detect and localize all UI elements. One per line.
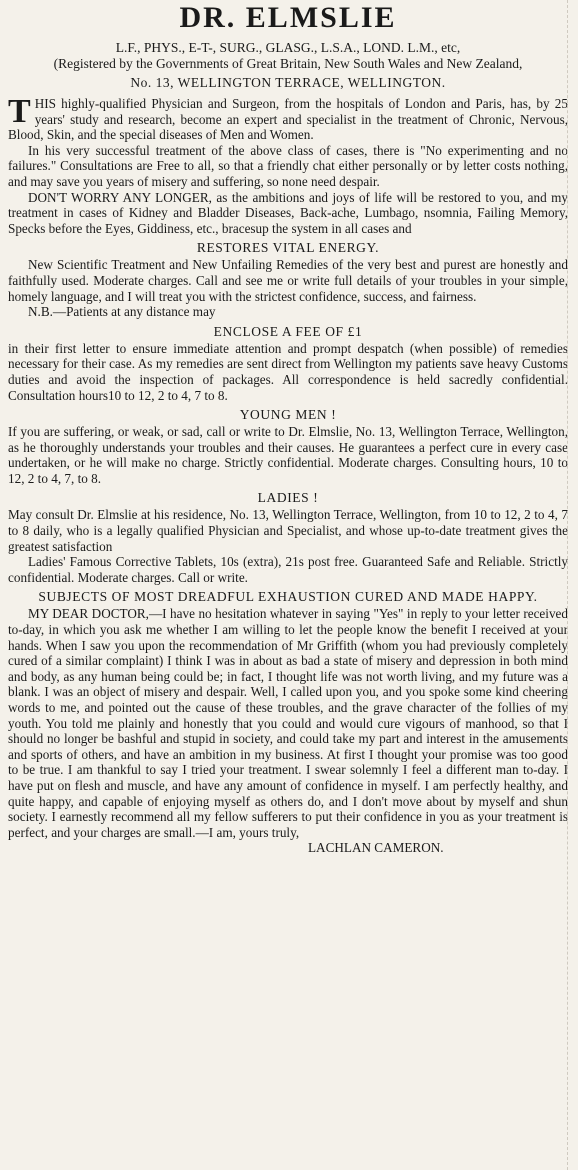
registered-line: (Registered by the Governments of Great Britain, New South Wales and New Zealand, (53, 56, 523, 71)
paragraph-ladies: May consult Dr. Elmslie at his residence, No. 13, Wellington Terrace, Wellington, from 10 to 12, 2 to 4, 7 to 8 daily, who is a legally qualified Physician and Specialist, and whose up-to-date treatment gives the greatest satisfaction (8, 507, 568, 554)
paragraph-tablets: Ladies' Famous Corrective Tablets, 10s (extra), 21s post free. Guaranteed Safe and Reliable. Strictly confidential. Moderate charges. Call or write. (8, 554, 568, 585)
signature: LACHLAN CAMERON. (308, 840, 444, 856)
heading-subjects-cured: SUBJECTS OF MOST DREADFUL EXHAUSTION CURED AND MADE HAPPY. (38, 589, 538, 605)
heading-enclose-fee: ENCLOSE A FEE OF £1 (213, 323, 363, 339)
paragraph-dont-worry: DON'T WORRY ANY LONGER, as the ambitions and joys of life will be restored to you, and my treatment in cases of Kidney and Bladder Diseases, Back-ache, Lumbago, nsomnia, Failing Memory, Specks before the Eyes, Giddiness, etc., bracesup the system in all cases and (8, 189, 568, 236)
heading-ladies: LADIES ! (257, 490, 319, 506)
paragraph-treatment: New Scientific Treatment and New Unfailing Remedies of the very best and purest are honestly and faithfully used. Moderate charges. Call and see me or write full details of your troubles in your simple, homely language, and I will treat you with the strictest confidence, success, and fairness. (8, 257, 568, 304)
paragraph-nb: N.B.—Patients at any distance may (28, 304, 216, 320)
heading-young-men: YOUNG MEN ! (239, 407, 337, 423)
ad-title: DR. ELMSLIE (179, 1, 397, 34)
address-line: No. 13, WELLINGTON TERRACE, WELLINGTON. (130, 75, 446, 90)
page-edge-divider (567, 0, 578, 1170)
advertisement-page (8, 0, 568, 1170)
paragraph-young-men: If you are suffering, or weak, or sad, call or write to Dr. Elmslie, No. 13, Wellington Terrace, Wellington, as he thoroughly understands your troubles and their causes. He guarantees a perfect cure in every case undertaken, or he will make no charge. Strictly confidential. Moderate charges. Consulting hours, 10 to 12, 2 to 4, 7, to 8. (8, 424, 568, 486)
intro-text: HIS highly-qualified Physician and Surgeon, from the hospitals of London and Paris, has, by 25 years' study and research, become an expert and specialist in the treatment of Chronic, Nervous, Blood, Skin, and the special diseases of Men and Women. (8, 96, 568, 143)
paragraph-correspondence: in their first letter to ensure immediate attention and prompt despatch (when possible) of remedies necessary for their case. As my remedies are sent direct from Wellington my patients save heavy Customs duties and avoid the inspection of packages. All correspondence is held sacredly confidential. Consultation hours10 to 12, 2 to 4, 7 to 8. (8, 340, 568, 403)
drop-cap: T (8, 93, 31, 130)
paragraph-consultations: In his very successful treatment of the above class of cases, there is "No experimenting and no failures." Consultations are Free to all, so that a friendly chat either personally or by letter costs nothing, and may save you years of misery and suffering, so none need despair. (8, 142, 568, 189)
intro-paragraph (8, 93, 568, 143)
testimonial-letter: MY DEAR DOCTOR,—I have no hesitation whatever in saying "Yes" in reply to your letter received to-day, in which you ask me whether I am willing to let the people know the benefit I received at your hands. When I saw you upon the recommendation of Mr Griffith (whom you had previously completely cured of a similar complaint) I think I was in about as bad a state of misery and depression in both mind and body, as any human being could be; in fact, I thought life was not worth living, and my future was a blank. I was an object of misery and despair. Well, I called upon you, and you spoke some kind cheering words to me, and pointed out the cause of these troubles, and the grave character of the follies of my youth. You told me plainly and honestly that you could and would cure vigours of manhood, so that I should no longer be bashful and stupid in society, and could take my part and interest in the amusements and sports of others, and have an ambition in my business. At first I thought your promise was too good to be true. I am thankful to say I tried your treatment. I swear solemnly I feel a different man to-day. I have put on flesh and muscle, and have any amount of confidence in myself. I am perfectly healthy, and quite happy, and capable of enjoying myself as others do, and I don't move about by myself and shun society. I earnestly recommend all my fellow sufferers to put their confidence in you as your treatment is perfect, and your charges are small.—I am, yours truly, (8, 606, 568, 840)
heading-restores-energy: RESTORES VITAL ENERGY. (196, 240, 380, 256)
credentials-line: L.F., PHYS., E-T-, SURG., GLASG., L.S.A., LOND. L.M., etc, (115, 40, 461, 55)
